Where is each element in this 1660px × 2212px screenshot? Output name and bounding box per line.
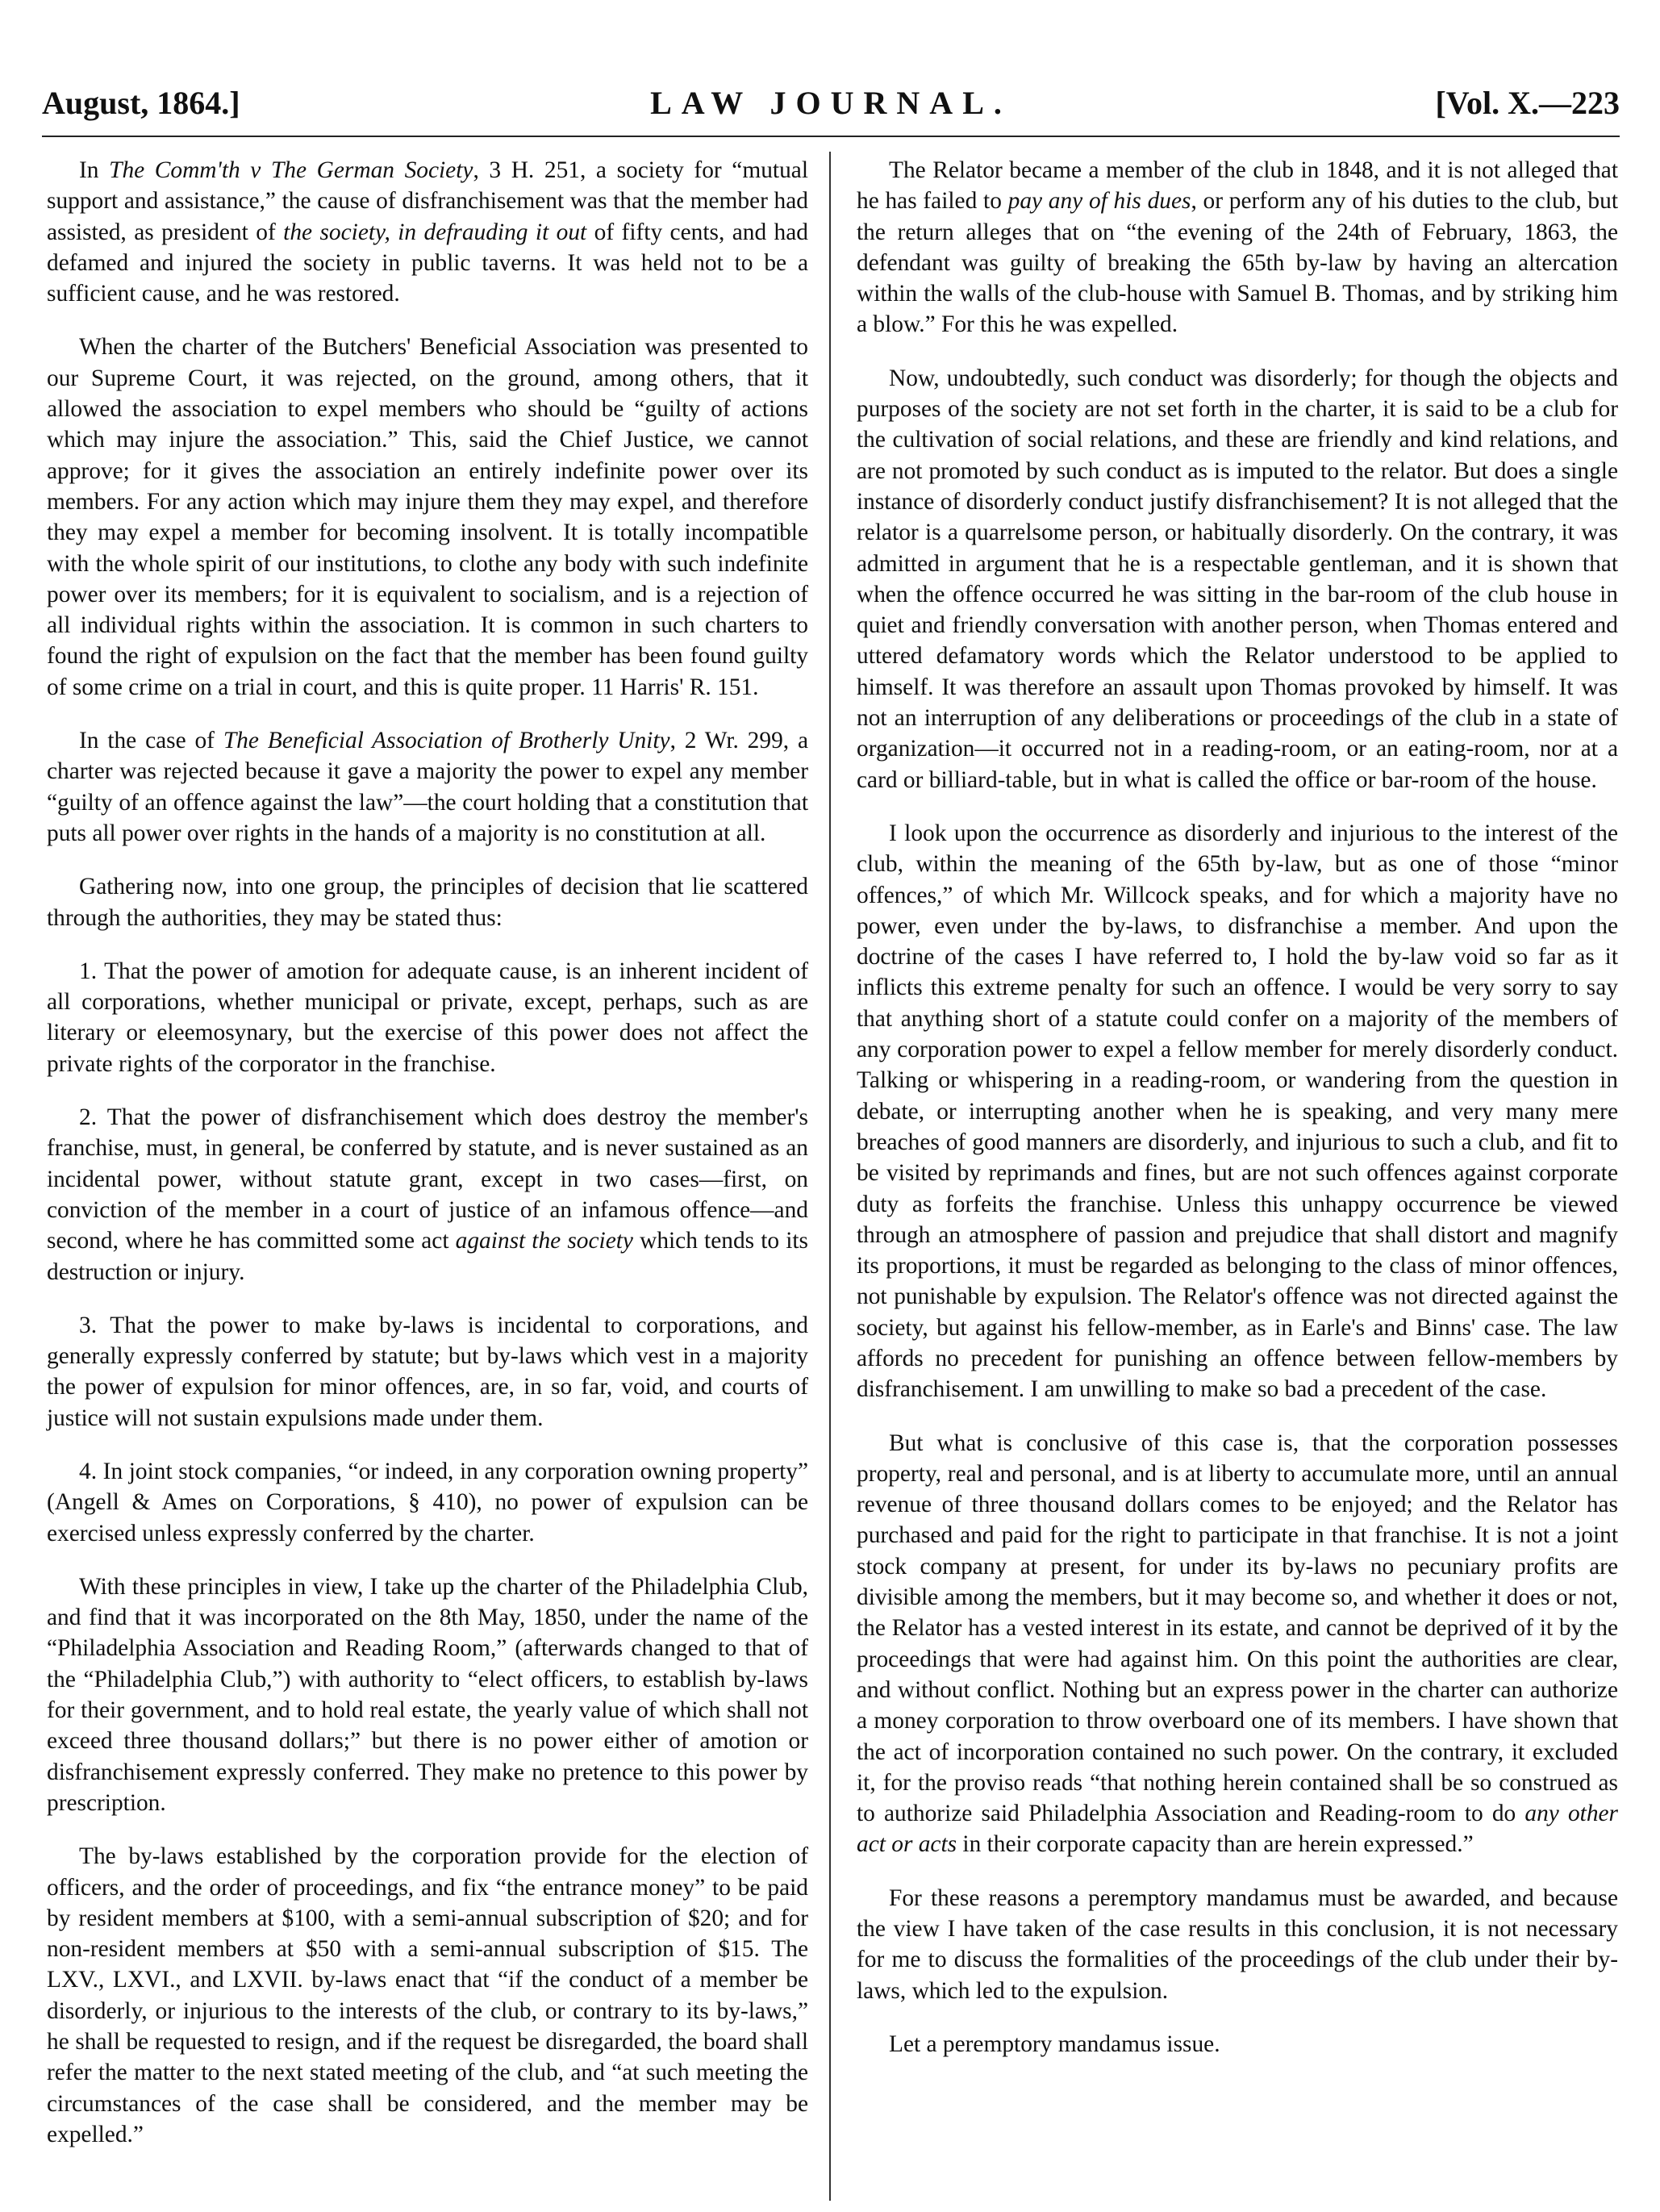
case-name: The Beneficial Association of Brotherly Unity <box>223 728 670 754</box>
text-run: The Relator became a member of the club in 1848, and it is not alleged that he has failed to <box>857 157 1618 215</box>
paragraph <box>857 1428 1618 1860</box>
emphasis: pay any of his dues <box>1007 188 1191 215</box>
paragraph: The by-laws established by the corporation provide for the election of officers, and the order of proceedings, and fix “the entrance money” to be paid by resident members at $100, with a semi-annual subscription of $20; and for non-resident members at $50 with a semi-annual subscription of $15. The LXV., LXVI., and LXVII. by-laws enact that “if the conduct of a member be disorderly, or injurious to the interests of the club, or contrary to its by-laws,” he shall be requested to resign, and if the request be disregarded, the board shall refer the matter to the next stated meeting of the club, and “at such meeting the circumstances of the case shall be considered, and the member may be expelled.” <box>47 1843 808 2147</box>
text-run: , 2 Wr. 299, a charter was rejected because it gave a majority the power to expel any member “guilty of an offence against the law”—the court holding that a constitution that puts all power over rights in the hands of a majority is no constitution at all. <box>47 728 809 846</box>
paragraph: Now, undoubtedly, such conduct was disorderly; for though the objects and purposes of the society are not set forth in the charter, it is said to be a club for the cultivation of social relations, and these are friendly and kind relations, and are not promoted by such conduct as is imputed to the relator. But does a single instance of disorderly conduct justify disfranchisement? It is not alleged that the relator is a quarrelsome person, or habitually disorderly. On the contrary, it was admitted in argument that he is a respectable gentleman, and it is shown that when the offence occurred he was sitting in the bar-room of the club house in quiet and friendly conversation with another person, when Thomas entered and uttered defamatory words which the Relator understood to be applied to himself. It was therefore an assault upon Thomas provoked by himself. It was not an interruption of any deliberations or proceedings of the club in a state of organization—it occurred not in a reading-room, or an eating-room, nor at a card or billiard-table, but in what is called the office or bar-room of the house. <box>857 365 1618 793</box>
case-name: The Comm'th v The German Society <box>109 157 473 183</box>
text-run: , 3 H. 251, a society for “mutual support and assistance,” the cause of disfranchisement was that the member had assisted, as president of <box>47 157 808 245</box>
right-column <box>857 155 1618 2082</box>
paragraph: Gathering now, into one group, the principles of decision that lie scattered through the authorities, they may be stated thus: <box>47 874 808 931</box>
text-run: In the case of <box>79 728 223 754</box>
principle-1: 1. That the power of amotion for adequate cause, is an inherent incident of all corporations, whether municipal or private, except, perhaps, such as are literary or eleemosynary, but the exercise of this power does not affect the private rights of the corporator in the franchise. <box>47 958 808 1077</box>
paragraph <box>857 155 1618 340</box>
paragraph <box>47 155 808 309</box>
header-date: August, 1864.] <box>42 85 240 121</box>
principle-2 <box>47 1102 808 1288</box>
paragraph <box>47 725 808 849</box>
header-rule <box>42 136 1620 137</box>
text-run: In <box>79 157 110 183</box>
column-divider <box>829 152 831 2201</box>
emphasis: against the society <box>455 1228 633 1254</box>
text-run: which tends to its destruction or injury. <box>47 1228 808 1285</box>
page-header <box>42 77 1620 129</box>
text-run: 2. That the power of disfranchisement which does destroy the member's franchise, must, in general, be conferred by statute, and is never sustained as an incidental power, without statute grant, except in two cases—first, on conviction of the member in a court of justice of an infamous offence—and second, where he has committed some act <box>47 1104 808 1254</box>
text-run: , or perform any of his duties to the club, but the return alleges that on “the evening of the 24th of February, 1863, the defendant was guilty of breaking the 65th by-law by having an altercation within the walls of the club-house with Samuel B. Thomas, and by striking him a blow.” For this he was expelled. <box>857 188 1618 338</box>
principle-4: 4. In joint stock companies, “or indeed, in any corporation owning property” (Angell & Ames on Corporations, § 410), no power of expulsion can be exercised unless expressly conferred by the charter. <box>47 1458 808 1546</box>
text-run: in their corporate capacity than are herein expressed.” <box>957 1831 1474 1858</box>
emphasis: the society, in defrauding it out <box>283 219 587 245</box>
closing-order: Let a peremptory mandamus issue. <box>889 2030 1220 2057</box>
left-column <box>47 155 808 2172</box>
emphasis: any other act or acts <box>857 1801 1618 1858</box>
text-run: of fifty cents, and had defamed and injured the society in public taverns. It was held not to be a sufficient cause, and he was restored. <box>47 219 808 307</box>
text-run: But what is conclusive of this case is, that the corporation possesses property, real and personal, and is at liberty to accumulate more, until an annual revenue of three thousand dollars comes to be enjoyed; and the Relator has purchased and paid for the right to participate in that franchise. It is not a joint stock company at present, for under its by-laws no pecuniary profits are divisible among the members, but it may become so, and whether it does or not, the Relator has a vested interest in its estate, and cannot be deprived of it by the proceedings that were had against him. On this point the authorities are clear, and without conflict. Nothing but an express power in the charter can authorize a money corporation to throw overboard one of its members. I have shown that the act of incorporation contained no such power. On the contrary, it excluded it, for the proviso reads “that nothing herein contained shall be so construed as to authorize said Philadelphia Association and Reading-room to do <box>857 1429 1618 1827</box>
paragraph: I look upon the occurrence as disorderly and injurious to the interest of the club, within the meaning of the 65th by-law, but as one of those “minor offences,” of which Mr. Willcock speaks, and for which a majority have no power, even under the by-laws, to disfranchise a member. And upon the doctrine of the cases I have referred to, I hold the by-law void so far as it inflicts this extreme penalty for such an offence. I would be very sorry to say that anything short of a statute could confer on a majority of the members of any corporation power to expel a fellow member for merely disorderly conduct. Talking or whispering in a reading-room, or wandering from the question in debate, or interrupting another when he is speaking, and very many mere breaches of good manners are disorderly, and injurious to such a club, and fit to be visited by reprimands and fines, but are not such offences against corporate duty as forfeits the franchise. Unless this unhappy occurrence be viewed through an atmosphere of passion and prejudice that shall distort and magnify its proportions, it must be regarded as belonging to the class of minor offences, not punishable by expulsion. The Relator's offence was not directed against the society, but against his fellow-member, as in Earle's and Binns' case. The law affords no precedent for punishing an offence between fellow-members by disfranchisement. I am unwilling to make so bad a precedent of the case. <box>857 820 1618 1403</box>
paragraph: For these reasons a peremptory mandamus must be awarded, and because the view I have taken of the case results in this conclusion, it is not necessary for me to discuss the formalities of the proceedings of the club under their by-laws, which led to the expulsion. <box>857 1884 1618 2004</box>
paragraph: When the charter of the Butchers' Beneficial Association was presented to our Supreme Court, it was rejected, on the ground, among others, that it allowed the association to expel members who should be “guilty of actions which may injure the association.” This, said the Chief Justice, we cannot approve; for it gives the association an entirely indefinite power over its members. For any action which may injure them they may expel, and therefore they may expel a member for becoming insolvent. It is totally incompatible with the whole spirit of our institutions, to clothe any body with such indefinite power over its members; for it is equivalent to socialism, and is a rejection of all individual rights within the association. It is common in such charters to found the right of expulsion on the fact that the member has been found guilty of some crime on a trial in court, and this is quite proper. 11 Harris' R. 151. <box>47 334 808 700</box>
paragraph: With these principles in view, I take up the charter of the Philadelphia Club, and find that it was incorporated on the 8th May, 1850, under the name of the “Philadelphia Association and Reading Room,” (afterwards changed to that of the “Philadelphia Club,”) with authority to “elect officers, to establish by-laws for their government, and to hold real estate, the yearly value of which shall not exceed three thousand dollars;” but there is no power either of amotion or disfranchisement expressly conferred. They make no pretence to this power by prescription. <box>47 1573 808 1816</box>
journal-title: LAW JOURNAL. <box>650 85 1011 121</box>
header-volume: [Vol. X.—223 <box>1435 85 1620 121</box>
principle-3: 3. That the power to make by-laws is incidental to corporations, and generally expressly conferred by statute; but by-laws which vest in a majority the power of expulsion for minor offences, are, in so far, void, and courts of justice will not sustain expulsions made under them. <box>47 1312 808 1431</box>
